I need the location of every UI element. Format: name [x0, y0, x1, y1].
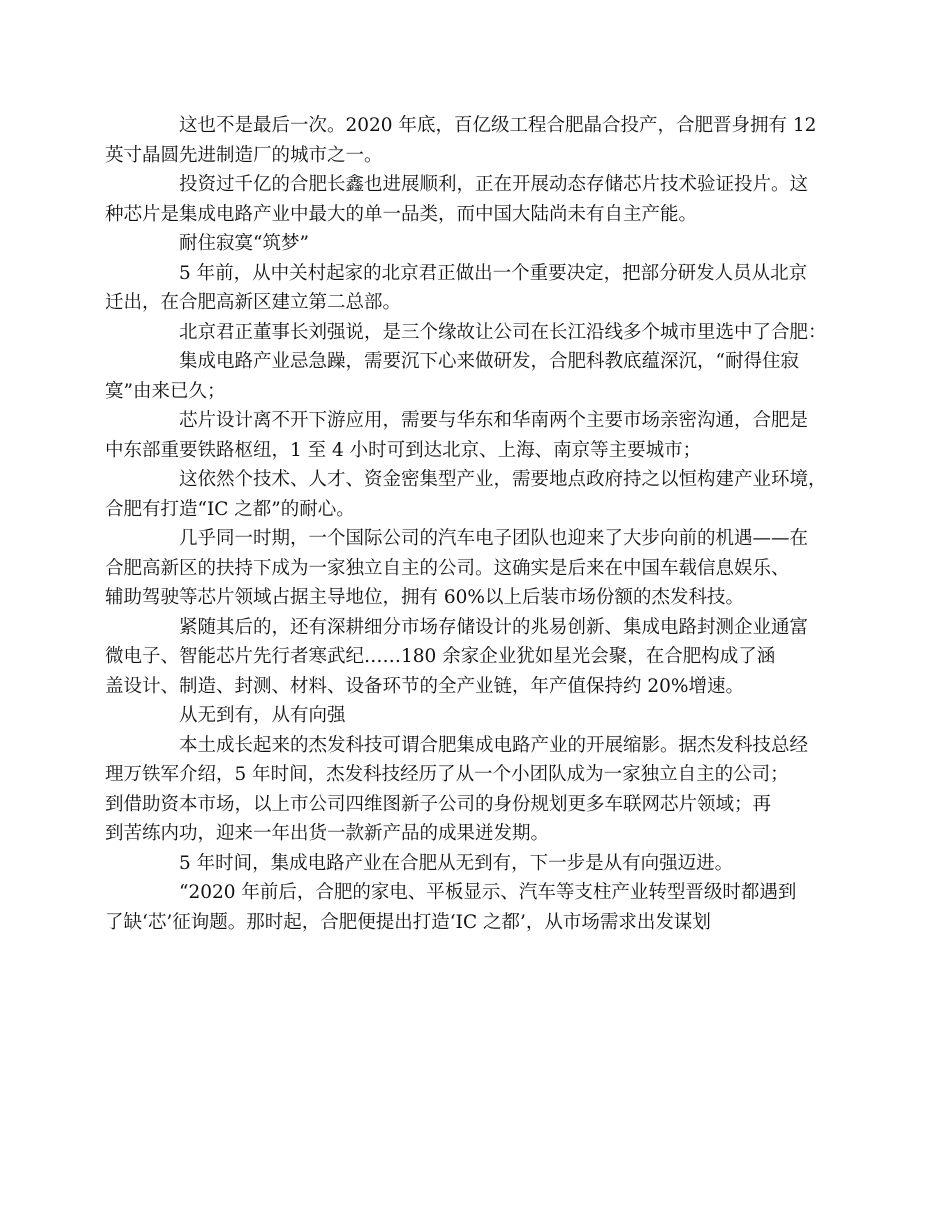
article-body: [105, 111, 827, 937]
text-line: “2020 年前后，合肥的家电、平板显示、汽车等支柱产业转型晋级时都遇到: [179, 882, 797, 903]
text-line: 集成电路产业忌急躁，需要沉下心来做研发，合肥科教底蕴深沉，“耐得住寂: [179, 351, 799, 372]
text-line: 北京君正董事长刘强说，是三个缘故让公司在长江沿线多个城市里选中了合肥：: [179, 321, 827, 343]
text-line: 本土成长起来的杰发科技可谓合肥集成电路产业的开展缩影。据杰发科技总经: [179, 734, 809, 756]
paragraph: [142, 229, 812, 259]
text-line: 到苦练内功，迎来一年出货一款新产品的成果迸发期。: [105, 823, 550, 844]
text-line: 投资过千亿的合肥长鑫也进展顺利，正在开展动态存储芯片技术验证投片。这: [179, 174, 809, 195]
paragraph: [142, 318, 827, 348]
text-line: 寞”由来已久；: [105, 380, 226, 402]
text-line: 合肥高新区的扶持下成为一家独立自主的公司。这确实是后来在中国车载信息娱乐、: [105, 557, 790, 579]
paragraph: [105, 613, 812, 702]
text-line: 合肥有打造“IC 之都”的耐心。: [105, 498, 355, 520]
text-line: 中东部重要铁路枢纽，1 至 4 小时可到达北京、上海、南京等主要城市；: [105, 439, 702, 461]
text-line: 5 年前，从中关村起家的北京君正做出一个重要决定，把部分研发人员从北京: [179, 262, 808, 284]
paragraph: [105, 731, 812, 849]
text-line: 到借助资本市场，以上市公司四维图新子公司的身份规划更多车联网芯片领域；再: [105, 793, 772, 815]
paragraph: [105, 111, 817, 170]
text-line: 理万铁军介绍，5 年时间，杰发科技经历了从一个小团队成为一家独立自主的公司；: [105, 764, 789, 785]
paragraph: [105, 406, 812, 465]
text-line: 了缺‘芯’征询题。那时起，合肥便提出打造‘IC 之都’，从市场需求出发谋划: [105, 911, 711, 933]
paragraph: [142, 701, 812, 731]
text-line: 从无到有，从有向强: [179, 705, 346, 726]
paragraph: [105, 259, 812, 318]
text-line: 紧随其后的，还有深耕细分市场存储设计的兆易创新、集成电路封测企业通富: [179, 616, 809, 638]
text-line: 盖设计、制造、封测、材料、设备环节的全产业链，年产值保持约 20%增速。: [105, 675, 745, 697]
text-line: 英寸晶圆先进制造厂的城市之一。: [105, 144, 383, 166]
text-line: 种芯片是集成电路产业中最大的单一品类，而中国大陆尚未有自主产能。: [105, 203, 698, 225]
text-line: 5 年时间，集成电路产业在合肥从无到有，下一步是从有向强迈进。: [179, 852, 734, 874]
paragraph: [105, 170, 812, 229]
text-line: 辅助驾驶等芯片领域占据主导地位，拥有 60%以上后装市场份额的杰发科技。: [105, 587, 745, 608]
paragraph: [105, 524, 812, 613]
text-line: 耐住寂寞“筑梦”: [179, 233, 309, 254]
paragraph: [105, 347, 812, 406]
text-line: 这也不是最后一次。2020 年底，百亿级工程合肥晶合投产，合肥晋身拥有 12: [179, 115, 817, 136]
text-line: 这依然个技术、人才、资金密集型产业，需要地点政府持之以恒构建产业环境，: [179, 469, 827, 490]
paragraph: [105, 878, 812, 937]
paragraph: [142, 849, 812, 879]
text-line: 迁出，在合肥高新区建立第二总部。: [105, 292, 402, 313]
paragraph: [105, 465, 827, 524]
text-line: 微电子、智能芯片先行者寒武纪……180 余家企业犹如星光会聚，在合肥构成了涵: [105, 646, 776, 667]
text-line: 芯片设计离不开下游应用，需要与华东和华南两个主要市场亲密沟通，合肥是: [179, 410, 809, 431]
text-line: 几乎同一时期，一个国际公司的汽车电子团队也迎来了大步向前的机遇——在: [179, 528, 809, 549]
